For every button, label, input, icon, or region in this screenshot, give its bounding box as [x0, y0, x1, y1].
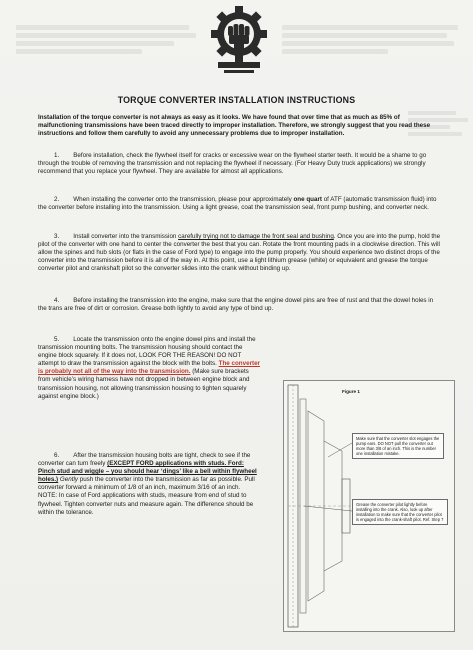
step-text: When installing the converter onto the transmission, please pour approximately	[73, 196, 294, 203]
step-text-cont: . Once you are into the pump, hold the pilot of the converter with one hand to center the converter the best that you can. Rotate the front mounting pads in a clockwise direction. This will allow the spines and hub slots (or flats in the case of Ford type) to engage into the pump properly. You should experience two distinct drops of the converter into the transmission before it is all of the way in. At this point, use a light lithium grease (white) or equivalent and grease the torque converter pilot and crankshaft pilot so the converter slides into the crank without binding up.	[38, 233, 441, 273]
document-title: TORQUE CONVERTER INSTALLATION INSTRUCTIONS	[117, 95, 356, 105]
step-1	[38, 152, 443, 176]
step-5	[38, 336, 260, 401]
step-number: 5.	[54, 336, 60, 343]
step-number: 2.	[54, 196, 60, 203]
gear-fist-logo-icon	[210, 6, 268, 76]
step-2	[38, 196, 443, 212]
step-text: Install converter into the transmission	[73, 233, 179, 240]
step-text: After the transmission housing bolts are tight, check to see if the converter can turn freely	[38, 452, 251, 468]
step-text: Before installation, check the flywheel itself for cracks or excessive wear on the flywheel starter teeth. It would be a shame to go through the trouble of removing the transmission and not replacing the flywheel if necessary. (For Heavy Duty truck applications) we strongly recommend that you replace your flywheel. They are available for almost all applications.	[38, 152, 427, 176]
callout-converter-pilot: Grease the converter pilot lightly before installing into the crank. Also, look up after installation to make sure that the converter pilot is engaged into the crank-shaft pilot. Ref. Step 7	[352, 499, 448, 525]
step-6	[38, 452, 260, 517]
step-number: 1.	[54, 152, 60, 159]
step-underlined-text: carefully trying not to damage the front seal and bushing	[178, 233, 334, 240]
step-text-cont: push the converter into the transmission as far as possible. Pull converter forward a minimum of 1/8 of an inch, maximum 3/16 of an inch. NOTE: In case of Ford applications with studs, measure from end of stud to flywheel. Tighten converter nuts and measure again. The difference should be within the tolerance.	[38, 476, 255, 516]
step-number: 4.	[54, 297, 60, 304]
step-text-cont: (Make sure brackets from vehicle’s wiring harness have not dropped in between engine block and transmission housing, not allowing transmission housing to tighten squarely against engine block.)	[38, 368, 250, 400]
step-text: Locate the transmission onto the engine dowel pins and install the transmission mounting bolts. The transmission housing should contact the engine block squarely. If it does not, LOOK FOR THE REASON! DO NOT attempt to draw the transmission against the block with the bolts.	[38, 336, 256, 368]
intro-paragraph: Installation of the torque converter is not always as easy as it looks. We have found that over time that as much as 85% of malfunctioning transmissions have been traced directly to improper installation. Therefore, we strongly suggest that you read these instructions and follow them carefully to avoid any unnecessary problems due to improper installation.	[38, 114, 431, 138]
bleed-through-text-right	[282, 22, 458, 58]
step-3	[38, 233, 443, 273]
step-bold-text: one quart	[293, 196, 322, 203]
step-4	[38, 297, 443, 313]
step-number: 3.	[54, 233, 60, 240]
step-warning-text: The converter is probably not all of the way into the transmission.	[38, 360, 260, 376]
step-bold-underlined-text: (EXCEPT FORD applications with studs. Ford: Pinch stud and wiggle – you should hear ‘dings’ like a bell within flywheel holes.)	[38, 460, 257, 484]
step-number: 6.	[54, 452, 60, 459]
step-italic-text: Gently	[59, 476, 78, 484]
figure-label: Figure 1	[342, 389, 360, 394]
figure-1	[283, 380, 455, 632]
bleed-through-text-left	[16, 22, 196, 58]
callout-pump-ears: Make sure that the converter slot engages the pump ears. DO NOT pull the converter out more than 3/8 of an inch. This is the number one installation mistake.	[352, 433, 444, 459]
step-text: Before installing the transmission into the engine, make sure that the engine dowel pins are free of rust and that the dowel holes in the trans are free of dirt or corrosion. Grease both lightly to avoid any type of bind up.	[38, 297, 434, 313]
step-text-cont: of ATF (automatic transmission fluid) into the converter before installing into the transmission. Using a light grease, coat the transmission seal, front pump bushing, and converter neck.	[38, 196, 437, 212]
